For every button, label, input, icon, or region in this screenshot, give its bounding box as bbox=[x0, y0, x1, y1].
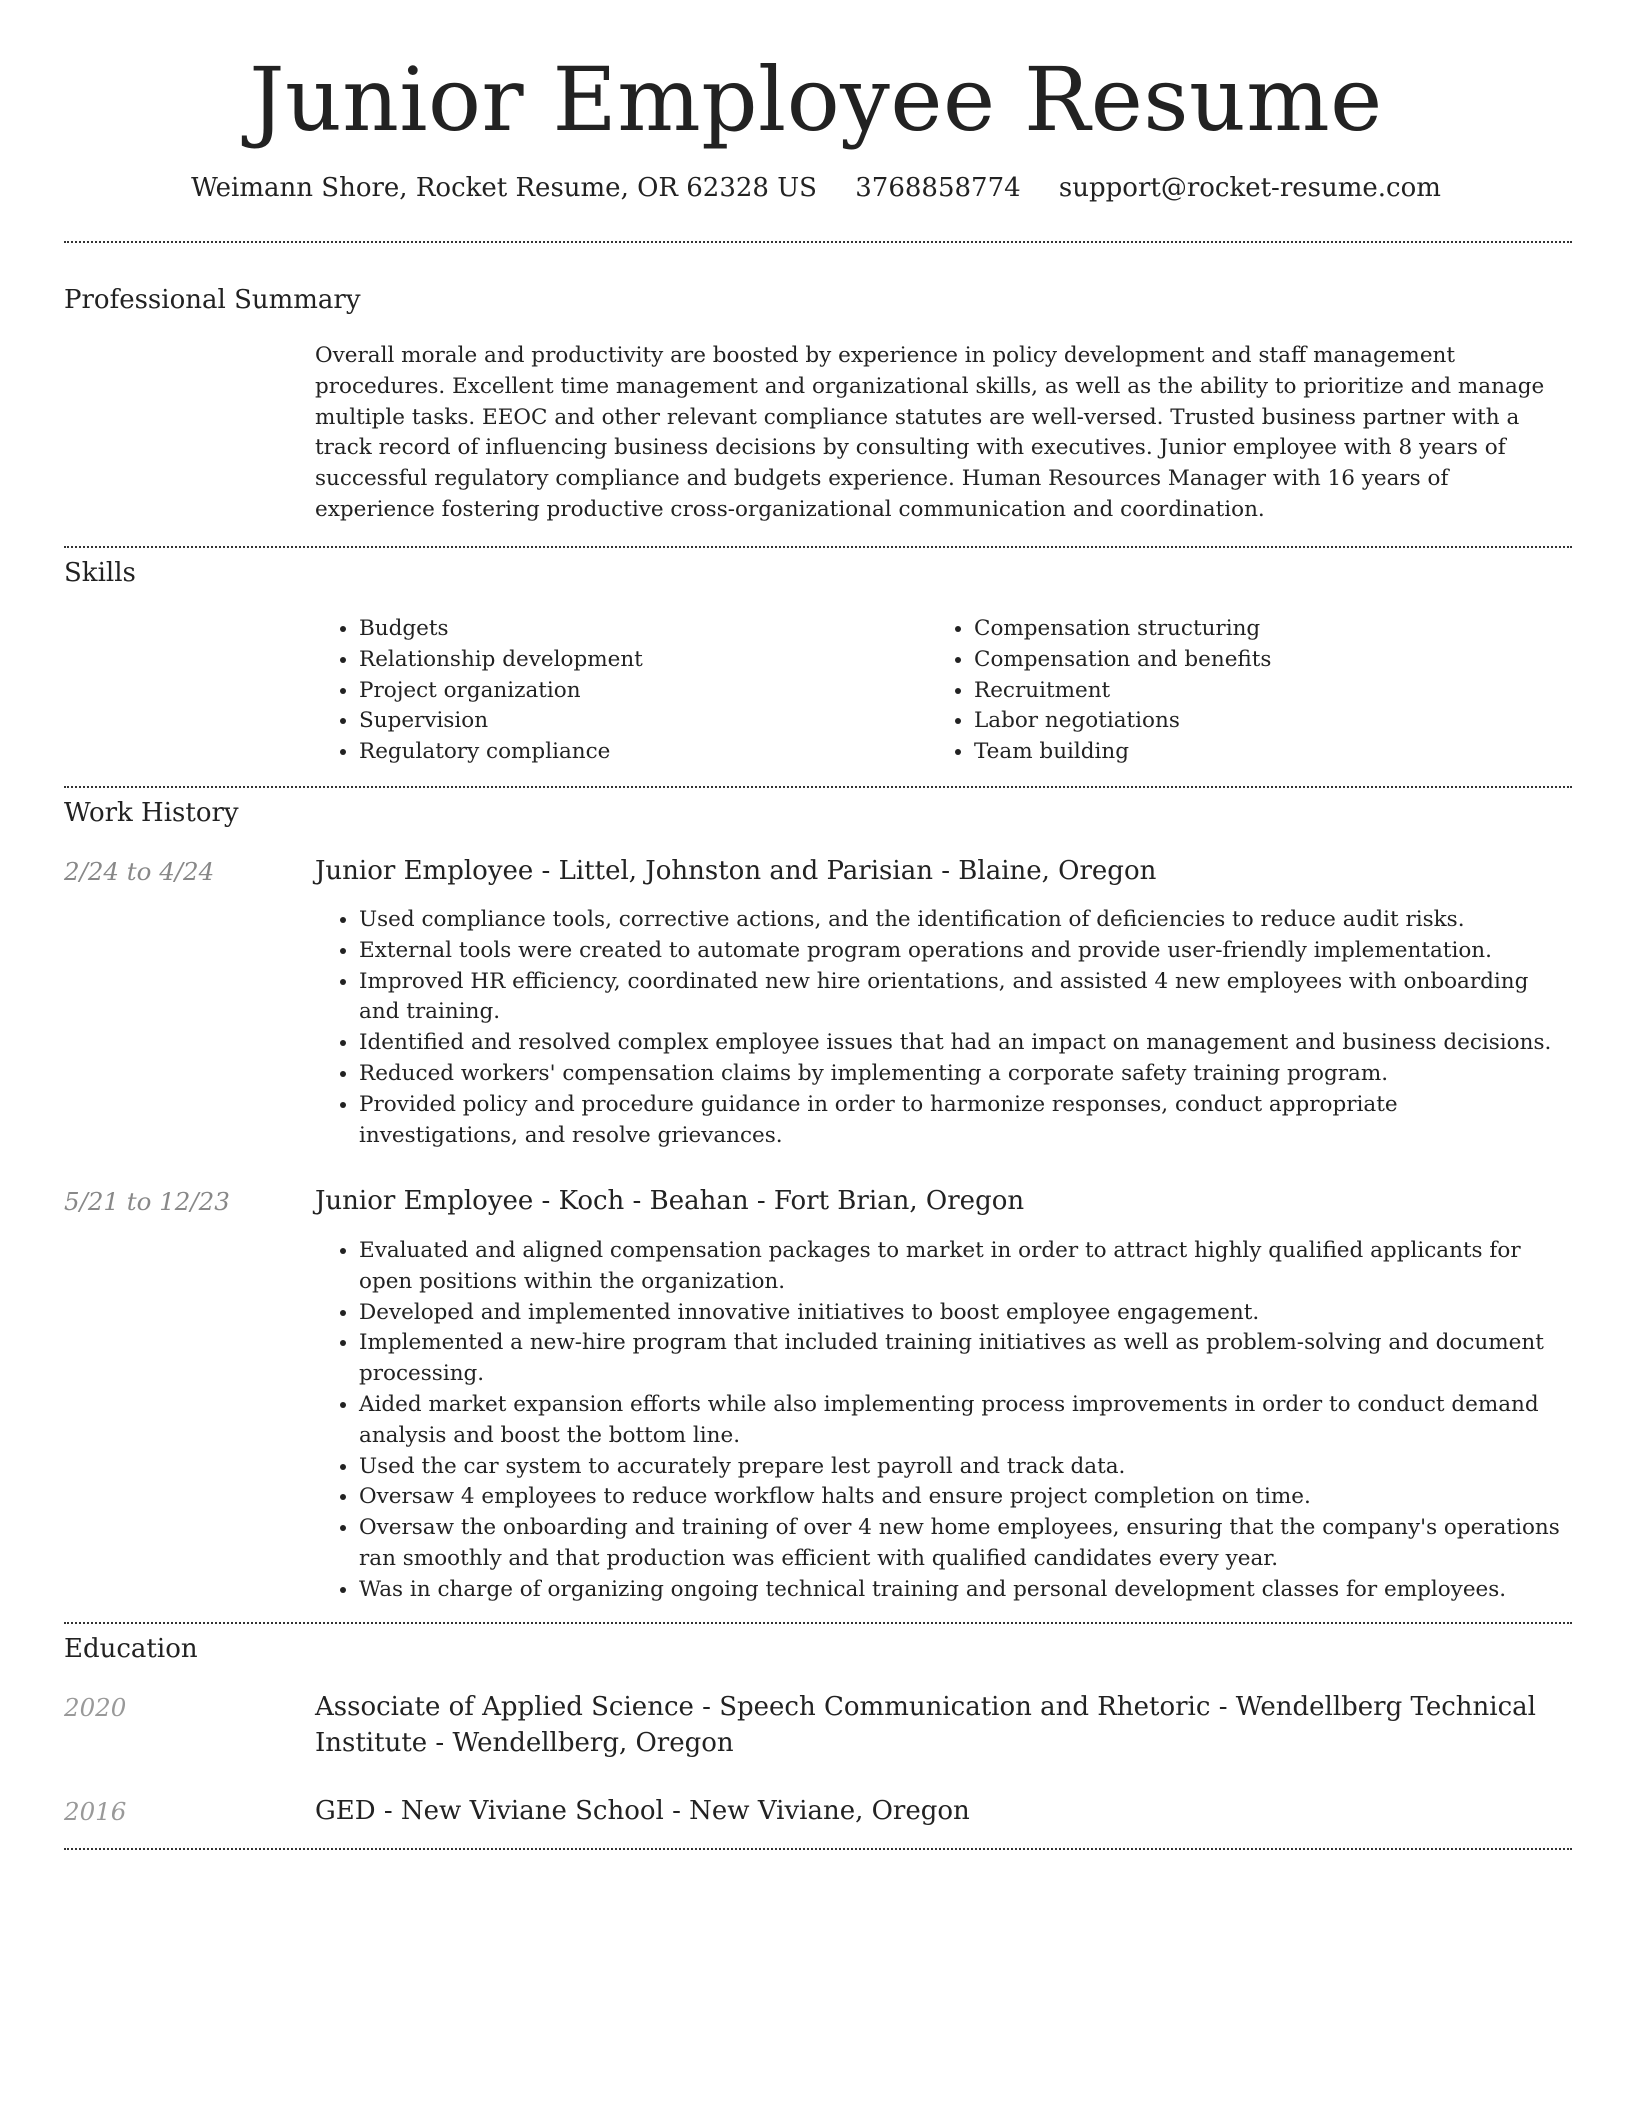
education-year: 2020 bbox=[64, 1693, 127, 1722]
summary-text: Overall morale and productivity are boosted by experience in policy development and staff management procedures. Excellent time management and organizational skills, as well as the ability to prioritize and manage multiple tasks. EEOC and other relevant compliance statutes are well-versed. Trusted business partner with a track record of influencing business decisions by consulting with executives. Junior employee with 8 years of successful regulatory compliance and budgets experience. Human Resources Manager with 16 years of experience fostering productive cross-organizational communication and coordination. bbox=[315, 343, 1545, 522]
skill-item: • Team building bbox=[974, 737, 1545, 768]
job-bullet: • Oversaw the onboarding and training of over 4 new home employees, ensuring that the company's operations ran smoothly and that production was efficient with qualified candidates every year. bbox=[359, 1513, 1560, 1575]
skill-item: • Project organization bbox=[359, 676, 930, 707]
contact-email: support@rocket-resume.com bbox=[1058, 173, 1441, 203]
job-bullet: • Aided market expansion efforts while also implementing process improvements in order to conduct demand analysis and boost the bottom line. bbox=[359, 1390, 1560, 1452]
education-entry: GED - New Viviane School - New Viviane, Oregon bbox=[315, 1796, 970, 1826]
section-divider bbox=[64, 546, 1572, 548]
section-divider bbox=[64, 241, 1572, 243]
job-bullet: • Reduced workers' compensation claims by implementing a corporate safety training program. bbox=[359, 1059, 1560, 1090]
skill-item: • Labor negotiations bbox=[974, 706, 1545, 737]
job-bullet: • Was in charge of organizing ongoing technical training and personal development classes for employees. bbox=[359, 1575, 1560, 1606]
job-dates: 5/21 to 12/23 bbox=[64, 1187, 230, 1216]
job-bullet: • Improved HR efficiency, coordinated new hire orientations, and assisted 4 new employees with onboarding and training. bbox=[359, 967, 1560, 1029]
section-divider bbox=[64, 1622, 1572, 1624]
education-year: 2016 bbox=[64, 1797, 127, 1826]
summary-heading: Professional Summary bbox=[64, 285, 361, 315]
skills-column-left bbox=[315, 614, 930, 768]
education-entry: Associate of Applied Science - Speech Communication and Rhetoric - Wendellberg Technical Institute - Wendellberg, Oregon bbox=[315, 1692, 1536, 1758]
job-dates: 2/24 to 4/24 bbox=[64, 857, 215, 886]
section-divider bbox=[64, 1848, 1572, 1850]
resume-title: Junior Employee Resume bbox=[249, 48, 1383, 151]
contact-phone: 3768858774 bbox=[855, 173, 1021, 203]
skill-item: • Budgets bbox=[359, 614, 930, 645]
job-bullet: • Evaluated and aligned compensation packages to market in order to attract highly qualified applicants for open positions within the organization. bbox=[359, 1236, 1560, 1298]
job-bullet: • Identified and resolved complex employee issues that had an impact on management and business decisions. bbox=[359, 1028, 1560, 1059]
job-bullet: • Implemented a new-hire program that included training initiatives as well as problem-solving and document processing. bbox=[359, 1328, 1560, 1390]
job-title: Junior Employee - Koch - Beahan - Fort Brian, Oregon bbox=[315, 1186, 1025, 1216]
job-bullets bbox=[315, 905, 1560, 1151]
skill-item: • Supervision bbox=[359, 706, 930, 737]
job-bullet: • Used the car system to accurately prepare lest payroll and track data. bbox=[359, 1452, 1560, 1483]
education-heading: Education bbox=[64, 1634, 198, 1664]
job-bullets bbox=[315, 1236, 1560, 1606]
skill-item: • Compensation structuring bbox=[974, 614, 1545, 645]
skill-item: • Compensation and benefits bbox=[974, 645, 1545, 676]
skill-item: • Recruitment bbox=[974, 676, 1545, 707]
skill-item: • Regulatory compliance bbox=[359, 737, 930, 768]
job-bullet: • External tools were created to automate program operations and provide user-friendly implementation. bbox=[359, 936, 1560, 967]
job-bullet: • Developed and implemented innovative initiatives to boost employee engagement. bbox=[359, 1298, 1560, 1329]
skills-column-right bbox=[930, 614, 1545, 768]
skills-heading: Skills bbox=[64, 558, 136, 588]
work-heading: Work History bbox=[64, 798, 239, 828]
job-bullet: • Used compliance tools, corrective actions, and the identification of deficiencies to reduce audit risks. bbox=[359, 905, 1560, 936]
contact-line bbox=[0, 172, 1632, 204]
job-bullet: • Oversaw 4 employees to reduce workflow halts and ensure project completion on time. bbox=[359, 1482, 1560, 1513]
summary-section bbox=[315, 341, 1560, 526]
job-title: Junior Employee - Littel, Johnston and Parisian - Blaine, Oregon bbox=[315, 856, 1157, 886]
section-divider bbox=[64, 786, 1572, 788]
contact-address: Weimann Shore, Rocket Resume, OR 62328 US bbox=[191, 173, 817, 203]
skills-list bbox=[315, 614, 1560, 768]
skill-item: • Relationship development bbox=[359, 645, 930, 676]
job-bullet: • Provided policy and procedure guidance in order to harmonize responses, conduct appropriate investigations, and resolve grievances. bbox=[359, 1090, 1560, 1152]
